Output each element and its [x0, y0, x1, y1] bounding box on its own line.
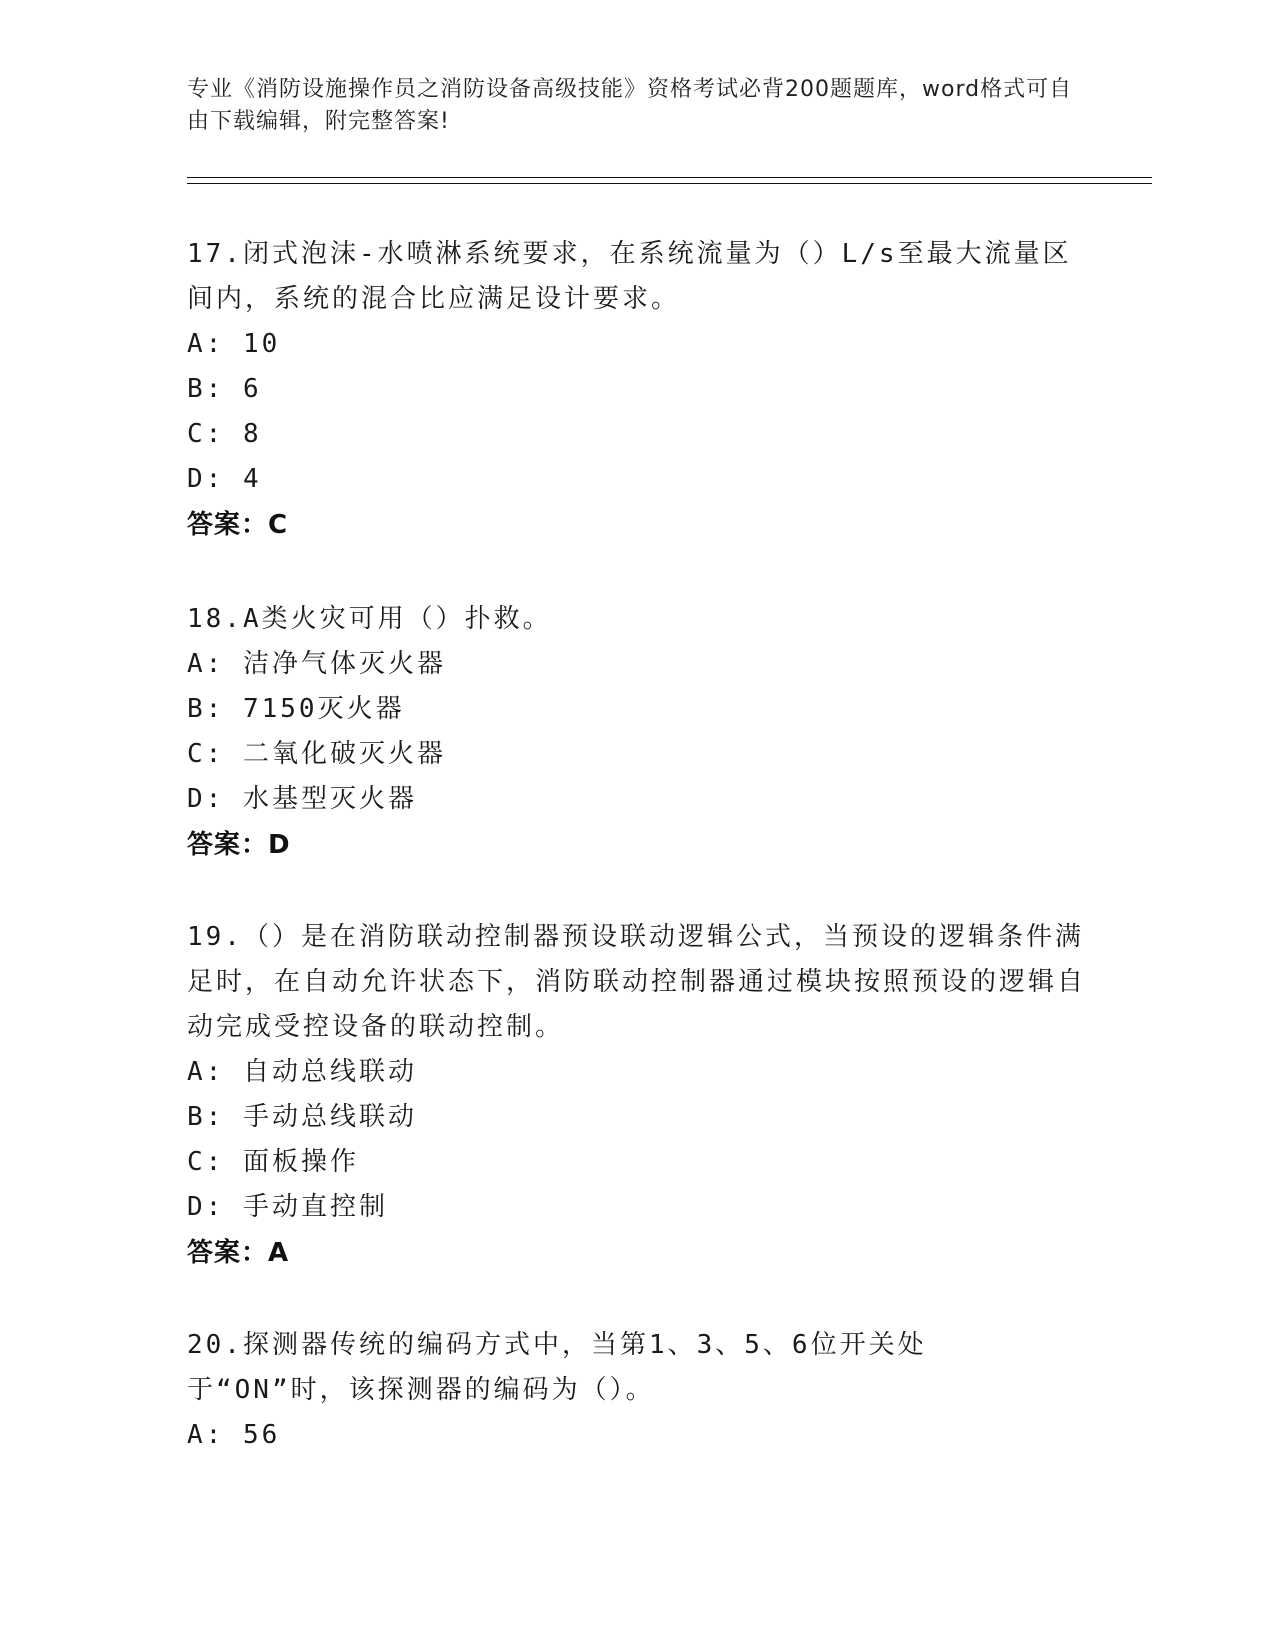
question-stem: 17.闭式泡沫-水喷淋系统要求，在系统流量为（）L/s至最大流量区间内，系统的混合比应满足设计要求。 [187, 239, 1072, 314]
answer: 答案：A [187, 1238, 290, 1268]
option-d: D: 4 [187, 464, 262, 494]
answer: 答案：D [187, 830, 291, 860]
option-d: D: 手动直控制 [187, 1192, 388, 1222]
question-stem: 19.（）是在消防联动控制器预设联动逻辑公式，当预设的逻辑条件满足时，在自动允许状态下，消防联动控制器通过模块按照预设的逻辑自动完成受控设备的联动控制。 [187, 922, 1087, 1042]
option-a: A: 洁净气体灭火器 [187, 649, 446, 679]
question-stem: 18.A类火灾可用（）扑救。 [187, 604, 552, 634]
header-divider-top [187, 177, 1152, 178]
option-d: D: 水基型灭火器 [187, 784, 417, 814]
question-stem: 20.探测器传统的编码方式中，当第1、3、5、6位开关处于“ON”时，该探测器的编码为（）。 [187, 1330, 927, 1405]
option-a: A: 10 [187, 329, 281, 359]
header-divider-bottom [187, 183, 1152, 184]
question-17 [187, 232, 1087, 548]
question-18 [187, 597, 1087, 868]
question-20 [187, 1323, 1087, 1458]
document-header: 专业《消防设施操作员之消防设备高级技能》资格考试必背200题题库，word格式可自由下载编辑，附完整答案! [187, 77, 1073, 134]
option-a: A: 自动总线联动 [187, 1057, 417, 1087]
option-a: A: 56 [187, 1420, 281, 1450]
option-b: B: 7150灭火器 [187, 694, 405, 724]
option-c: C: 二氧化破灭火器 [187, 739, 446, 769]
option-c: C: 8 [187, 419, 262, 449]
option-b: B: 6 [187, 374, 262, 404]
answer: 答案：C [187, 510, 289, 540]
option-b: B: 手动总线联动 [187, 1102, 417, 1132]
option-c: C: 面板操作 [187, 1147, 359, 1177]
question-19 [187, 915, 1087, 1276]
